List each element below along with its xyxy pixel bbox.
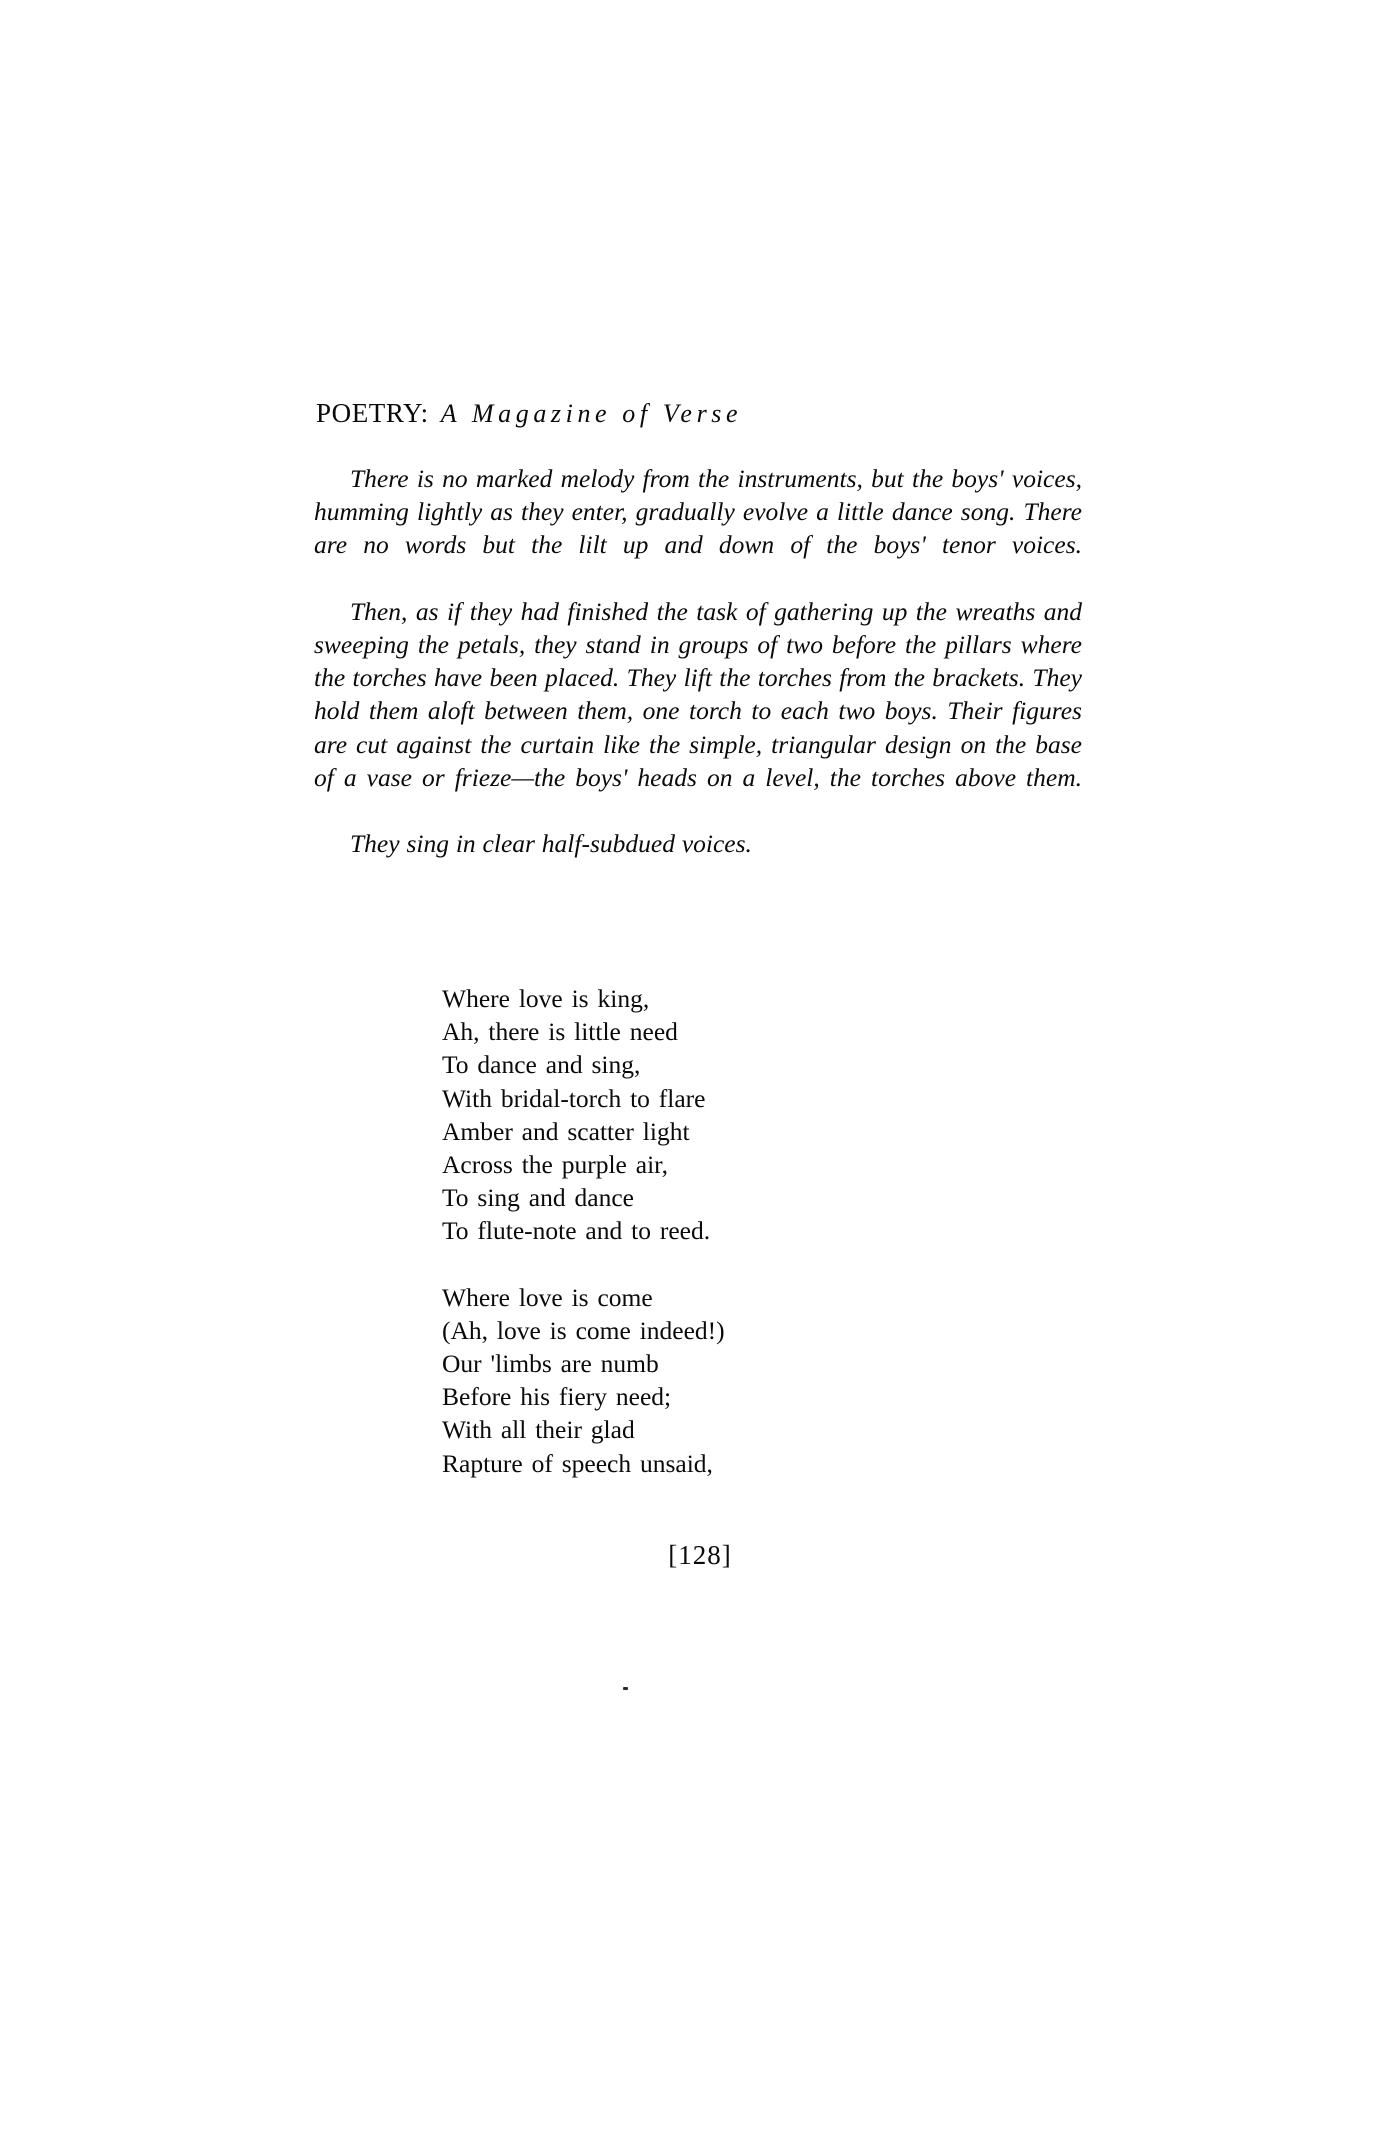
verse-line: With all their glad bbox=[442, 1415, 635, 1445]
prose-paragraph: Then, as if they had finished the task of gathering up the wreaths and sweeping the petals, they stand in groups of two before the pillars where the torches have been placed. They lift the torches from the brackets. They hold them aloft between them, one torch to each two boys. Their figures are cut against the curtain like the simple, triangular design on the base of a vase or frieze—the boys' heads on a level, the torches above them. bbox=[314, 596, 1082, 792]
stanza bbox=[442, 982, 725, 1248]
verse-line: Ah, there is little need bbox=[442, 1017, 678, 1047]
prose-paragraph: There is no marked melody from the instruments, but the boys' voices, humming lightly as they enter, gradually evolve a little dance song. There are no words but the lilt up and down of the boys' tenor voices. bbox=[314, 464, 1082, 560]
scan-artifact-speck bbox=[623, 1687, 628, 1690]
running-head bbox=[316, 396, 742, 431]
verse-block bbox=[442, 982, 725, 1513]
running-head-subtitle: A Magazine of Verse bbox=[440, 399, 743, 428]
verse-line: (Ah, love is come indeed!) bbox=[442, 1315, 725, 1345]
page-number: [128] bbox=[668, 1540, 732, 1570]
verse-line: To flute-note and to reed. bbox=[442, 1216, 711, 1246]
verse-line: To dance and sing, bbox=[442, 1050, 641, 1080]
verse-line: Before his fiery need; bbox=[442, 1382, 672, 1412]
verse-line: Our 'limbs are numb bbox=[442, 1349, 659, 1379]
verse-line: Across the purple air, bbox=[442, 1150, 668, 1180]
verse-line: Amber and scatter light bbox=[442, 1116, 690, 1146]
verse-line: Where love is king, bbox=[442, 984, 650, 1013]
verse-line: Rapture of speech unsaid, bbox=[442, 1448, 713, 1478]
prose-block bbox=[314, 462, 1082, 860]
prose-paragraph: They sing in clear half-subdued voices. bbox=[350, 829, 752, 859]
verse-line: Where love is come bbox=[442, 1282, 653, 1312]
stanza bbox=[442, 1281, 725, 1480]
verse-line: To sing and dance bbox=[442, 1183, 634, 1213]
running-head-title: POETRY: bbox=[316, 398, 429, 428]
verse-line: With bridal-torch to flare bbox=[442, 1083, 706, 1113]
